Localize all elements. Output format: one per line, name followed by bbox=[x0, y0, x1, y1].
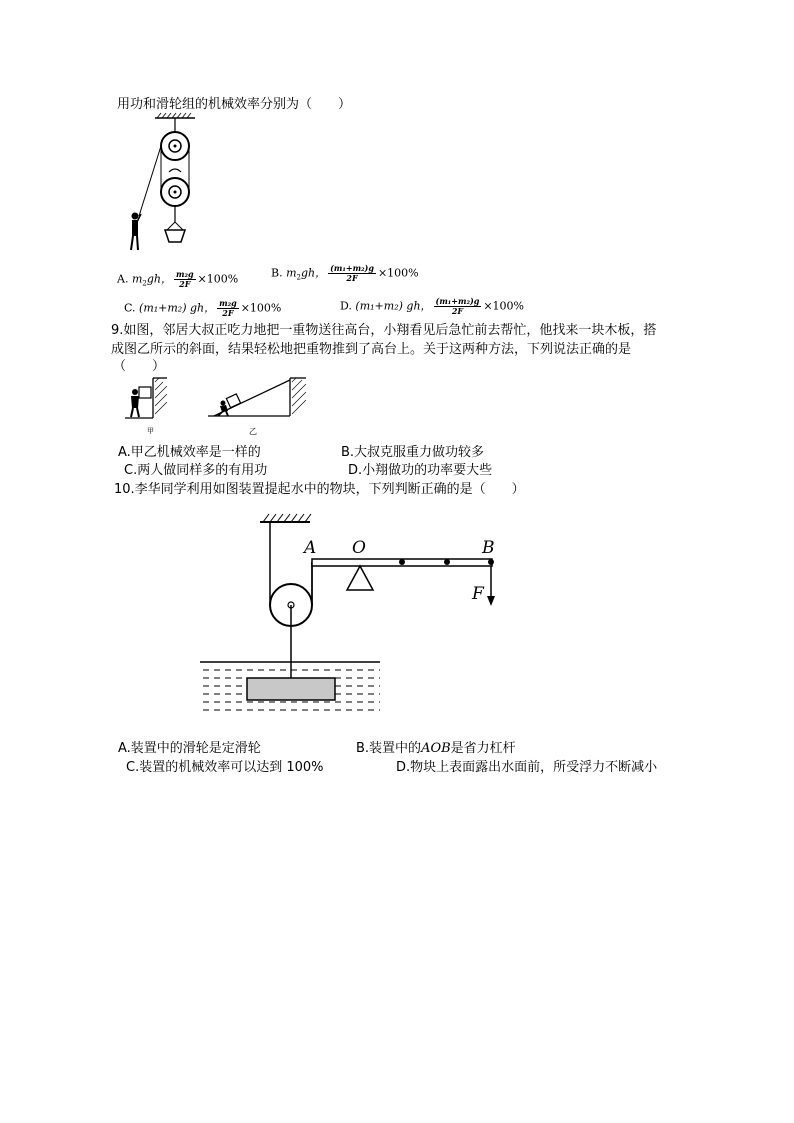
q10-stem: 10.李华同学利用如图装置提起水中的物块，下列判断正确的是（ ） bbox=[114, 482, 525, 497]
q8-stem-tail: 用功和滑轮组的机械效率分别为（ ） bbox=[117, 97, 352, 112]
q9-stem-line1: 9.如图，邻居大叔正吃力地把一重物送往高台，小翔看见后急忙前去帮忙，他找来一块木板，搭 bbox=[111, 323, 657, 338]
q9-option-d[interactable]: D.小翔做功的功率要大些 bbox=[348, 463, 493, 478]
figure-yi-incline bbox=[208, 374, 308, 422]
label-o: O bbox=[352, 538, 366, 558]
q8-option-d[interactable]: D. (m₁+m₂) gh， $\frac{\text{(m₁+m₂)g}}{2F}$ ×100% bbox=[340, 296, 525, 316]
pulley-block-figure bbox=[125, 112, 205, 252]
q9-option-c[interactable]: C.两人做同样多的有用功 bbox=[124, 463, 268, 478]
figure-yi-label: 乙 bbox=[249, 427, 257, 436]
q9-option-b[interactable]: B.大叔克服重力做功较多 bbox=[341, 445, 485, 460]
q8-option-a[interactable]: A. $m_2gh$， $\frac{\text{m₂g}}{2F}$ ×100% bbox=[117, 269, 239, 289]
figure-jia-lift bbox=[125, 372, 170, 424]
q8-option-c[interactable]: C. (m₁+m₂) gh， $\frac{\text{m₂g}}{2F}$ ×100% bbox=[124, 298, 282, 318]
label-f: F bbox=[472, 584, 484, 604]
q9-stem-line2: 成图乙所示的斜面，结果轻松地把重物推到了高台上。关于这两种方法，下列说法正确的是 bbox=[111, 342, 632, 357]
q9-stem-line3: （ ） bbox=[113, 359, 166, 374]
label-a: A bbox=[304, 538, 317, 558]
q10-option-c[interactable]: C.装置的机械效率可以达到 100% bbox=[126, 760, 324, 775]
q10-option-b[interactable]: B.装置中的AOB是省力杠杆 bbox=[356, 741, 516, 756]
label-b: B bbox=[482, 538, 495, 558]
q10-option-a[interactable]: A.装置中的滑轮是定滑轮 bbox=[118, 741, 261, 756]
q10-option-d[interactable]: D.物块上表面露出水面前，所受浮力不断减小 bbox=[396, 760, 658, 775]
q9-option-a[interactable]: A.甲乙机械效率是一样的 bbox=[118, 445, 261, 460]
figure-jia-label: 甲 bbox=[147, 427, 154, 435]
q8-option-b[interactable]: B. $m_2gh$， $\frac{\text{(m₁+m₂)g}}{2F}$ ×100% bbox=[271, 263, 419, 283]
